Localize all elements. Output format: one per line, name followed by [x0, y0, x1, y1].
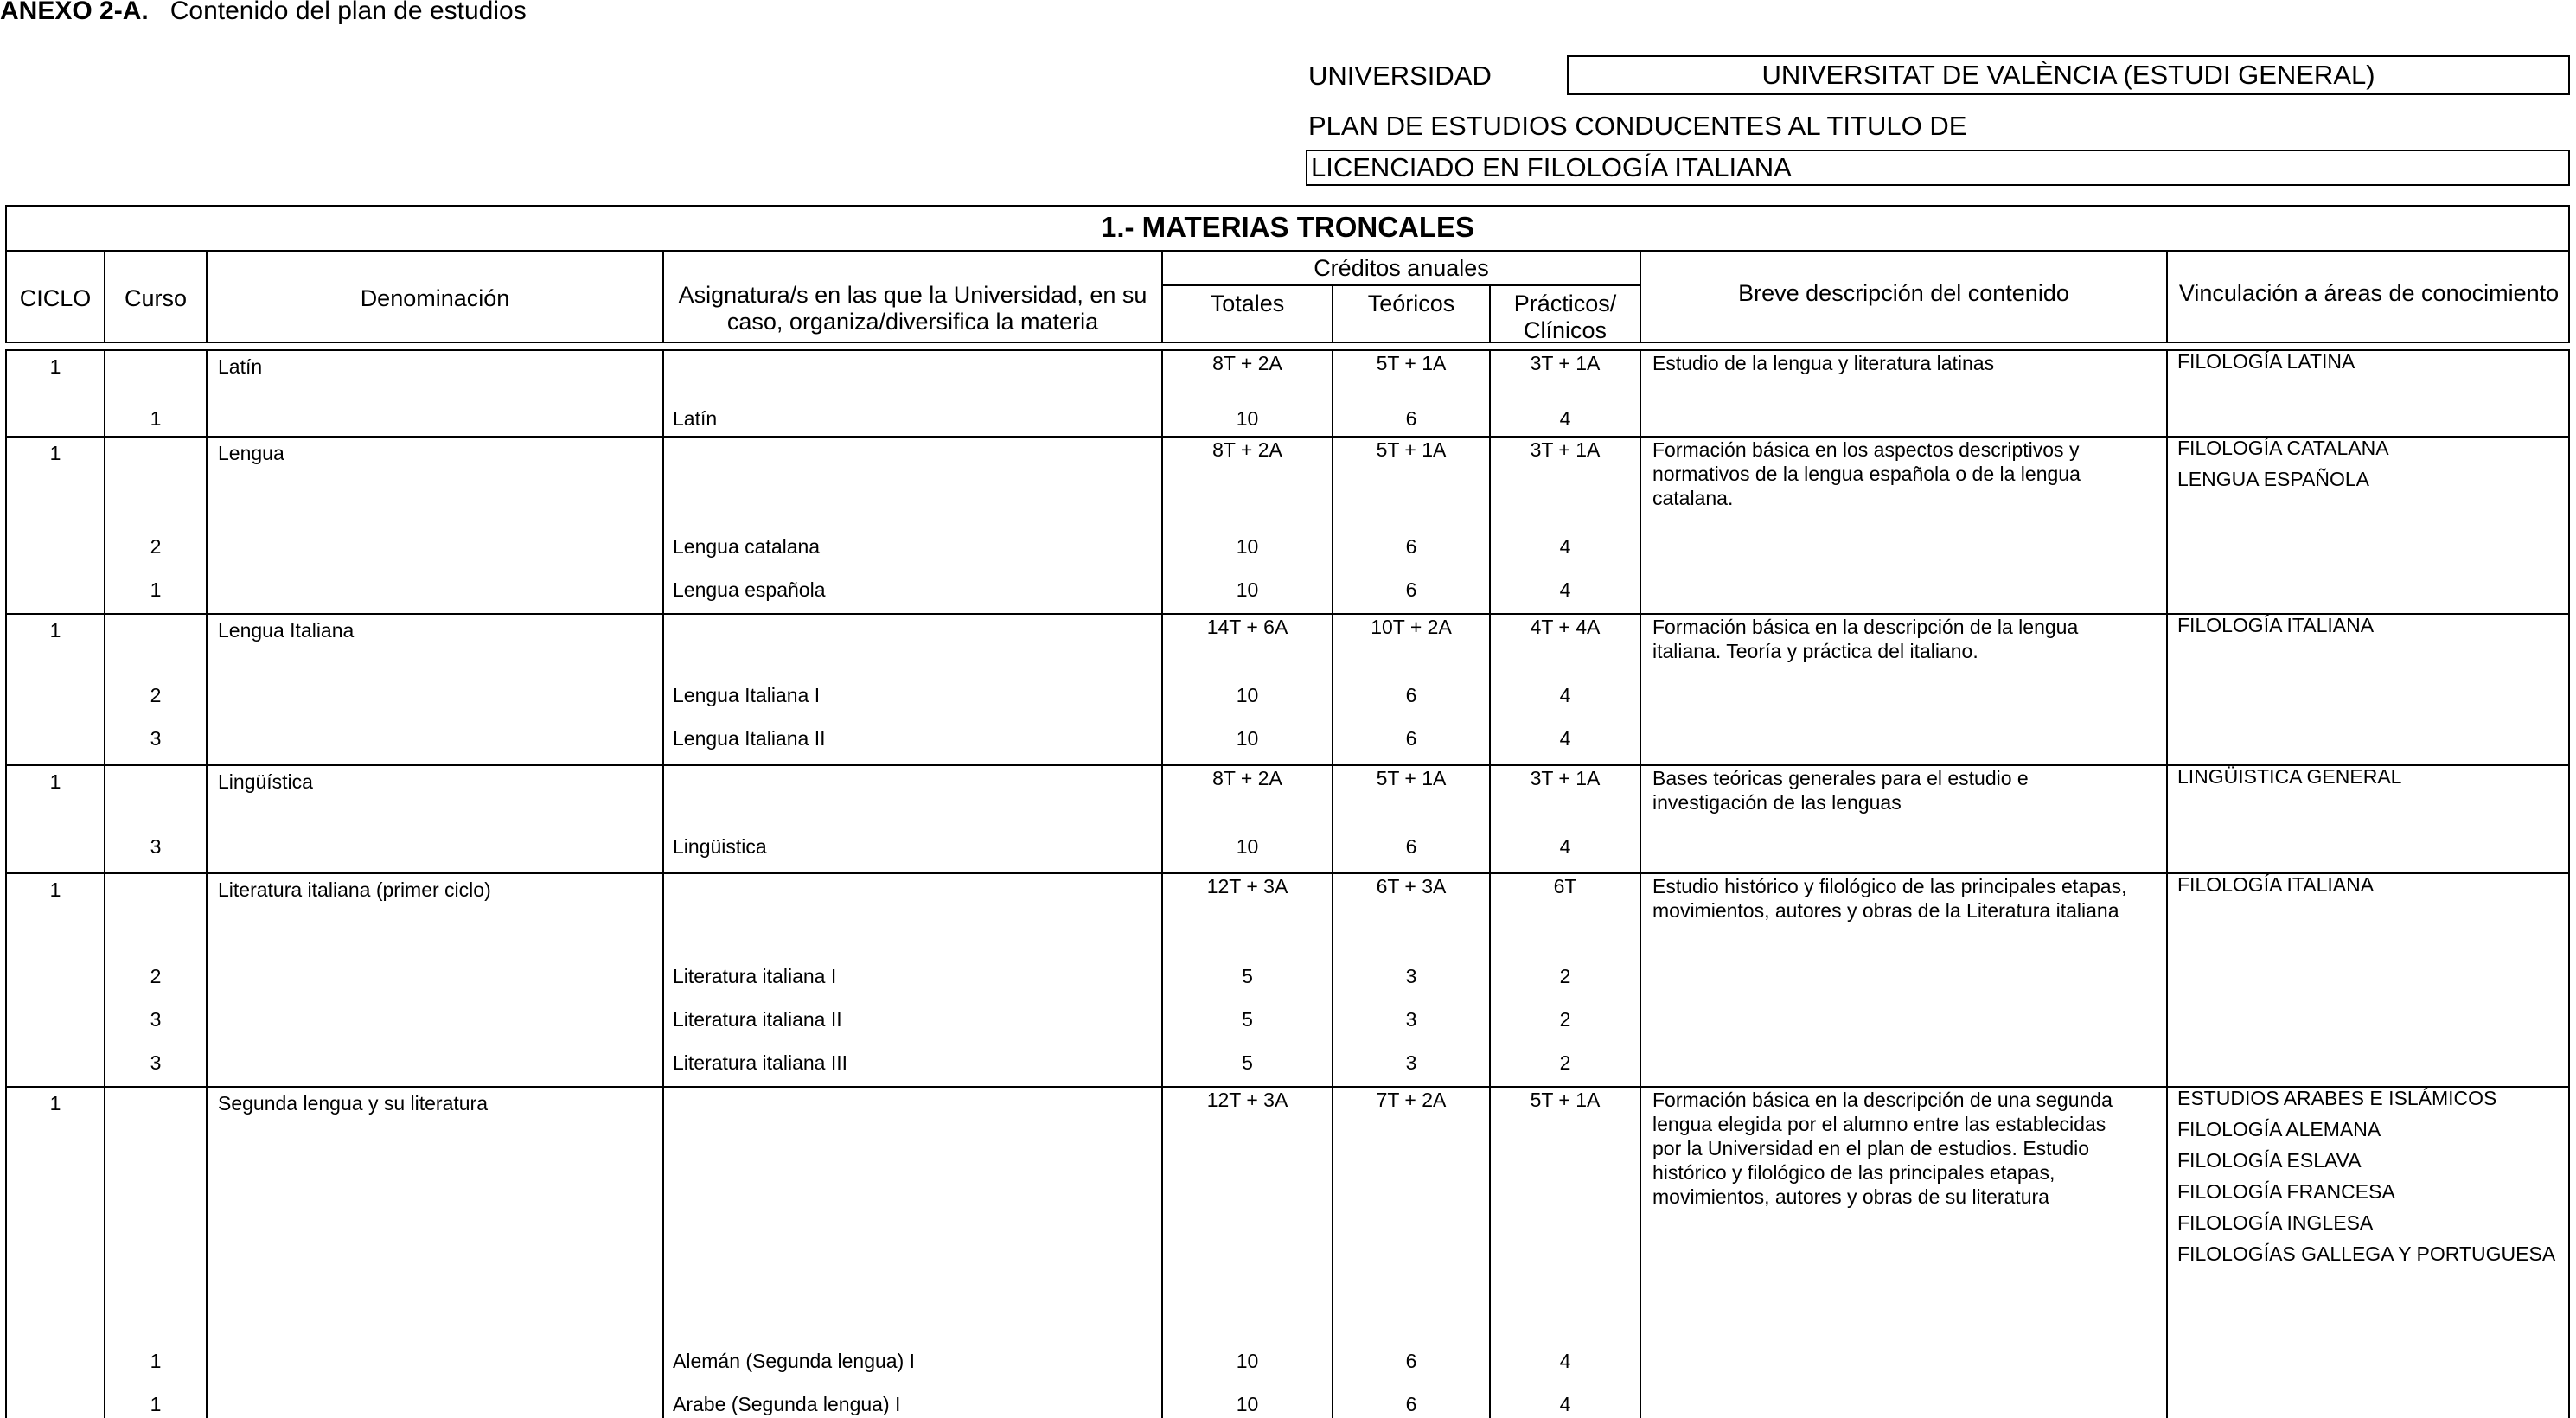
area-item: FILOLOGÍA CATALANA — [2177, 437, 2389, 459]
area-item: LENGUA ESPAÑOLA — [2177, 468, 2369, 490]
group-practicos: 3T + 1A — [1530, 352, 1601, 374]
col-asignatura: Asignatura/s en las que la Universidad, en su caso, organiza/diversifica la materia — [678, 282, 1147, 335]
annex-number: ANEXO 2-A. — [0, 0, 149, 25]
subject-practicos: 2 — [1559, 1051, 1571, 1074]
group-denominacion: Lengua — [218, 442, 284, 464]
subject-practicos: 2 — [1559, 1008, 1571, 1031]
area-item: FILOLOGÍA ALEMANA — [2177, 1118, 2381, 1140]
university-label: UNIVERSIDAD — [1308, 61, 1492, 91]
col-vinculacion: Vinculación a áreas de conocimiento — [2178, 280, 2560, 306]
group-areas — [2177, 436, 2558, 498]
group-practicos: 5T + 1A — [1530, 1089, 1601, 1111]
group-denominacion: Literatura italiana (primer ciclo) — [218, 878, 491, 901]
subject-curso: 1 — [150, 407, 162, 430]
subject-teoricos: 6 — [1405, 1350, 1417, 1372]
group-teoricos: 5T + 1A — [1376, 352, 1447, 374]
col-practicos: Prácticos/ Clínicos — [1513, 291, 1617, 343]
group-denominacion: Lingüística — [218, 770, 313, 793]
university-value-box: UNIVERSITAT DE VALÈNCIA (ESTUDI GENERAL) — [1567, 55, 2570, 95]
subject-teoricos: 6 — [1405, 684, 1417, 706]
group-descripcion: Formación básica en la descripción de la lengua italiana. Teoría y práctica del italiano. — [1652, 616, 2079, 662]
subject-asignatura: Literatura italiana III — [673, 1051, 848, 1074]
subject-teoricos: 6 — [1405, 727, 1417, 750]
subject-practicos: 2 — [1559, 965, 1571, 987]
group-areas — [2177, 872, 2558, 904]
subject-curso: 3 — [150, 1051, 162, 1074]
plan-label: PLAN DE ESTUDIOS CONDUCENTES AL TITULO DE — [1308, 111, 1967, 141]
area-item: FILOLOGÍA INGLESA — [2177, 1211, 2374, 1234]
group-descripcion: Estudio de la lengua y literatura latinas — [1652, 352, 1995, 374]
group-descripcion: Formación básica en los aspectos descriptivos y normativos de la lengua española o de la lengua catalana. — [1652, 438, 2081, 509]
area-item: FILOLOGÍA ITALIANA — [2177, 614, 2375, 636]
area-item: ESTUDIOS ARABES E ISLÁMICOS — [2177, 1087, 2497, 1109]
col-creditos: Créditos anuales — [1314, 255, 1489, 281]
subject-practicos: 4 — [1559, 1393, 1571, 1415]
col-descripcion: Breve descripción del contenido — [1738, 280, 2069, 306]
area-item: FILOLOGÍA ITALIANA — [2177, 873, 2375, 896]
subject-teoricos: 6 — [1405, 407, 1417, 430]
group-totales: 8T + 2A — [1212, 352, 1282, 374]
subject-asignatura: Literatura italiana I — [673, 965, 837, 987]
subject-asignatura: Lengua Italiana I — [673, 684, 821, 706]
group-teoricos: 6T + 3A — [1376, 875, 1447, 897]
group-ciclo: 1 — [49, 770, 61, 793]
subject-practicos: 4 — [1559, 835, 1571, 858]
group-ciclo: 1 — [49, 878, 61, 901]
subject-teoricos: 6 — [1405, 835, 1417, 858]
subject-curso: 2 — [150, 535, 162, 558]
group-teoricos: 5T + 1A — [1376, 438, 1447, 461]
subject-asignatura: Lingüistica — [673, 835, 767, 858]
col-denominacion: Denominación — [360, 285, 510, 311]
subject-totales: 10 — [1236, 727, 1259, 750]
subject-teoricos: 6 — [1405, 535, 1417, 558]
subject-totales: 5 — [1242, 1051, 1253, 1074]
group-areas — [2177, 613, 2558, 644]
group-practicos: 4T + 4A — [1530, 616, 1601, 638]
subject-asignatura: Lengua catalana — [673, 535, 821, 558]
group-areas — [2177, 1086, 2558, 1273]
degree-title-box: LICENCIADO EN FILOLOGÍA ITALIANA — [1306, 150, 2570, 186]
group-ciclo: 1 — [49, 355, 61, 378]
group-teoricos: 7T + 2A — [1376, 1089, 1447, 1111]
group-totales: 12T + 3A — [1206, 875, 1288, 897]
subject-asignatura: Lengua Italiana II — [673, 727, 826, 750]
subject-asignatura: Alemán (Segunda lengua) I — [673, 1350, 916, 1372]
subject-curso: 1 — [150, 578, 162, 601]
subject-asignatura: Literatura italiana II — [673, 1008, 842, 1031]
subject-totales: 10 — [1236, 1393, 1259, 1415]
subject-curso: 3 — [150, 1008, 162, 1031]
group-denominacion: Lengua Italiana — [218, 619, 355, 642]
area-item: FILOLOGÍAS GALLEGA Y PORTUGUESA — [2177, 1242, 2556, 1265]
subject-totales: 5 — [1242, 1008, 1253, 1031]
subject-totales: 10 — [1236, 578, 1259, 601]
subject-curso: 2 — [150, 684, 162, 706]
col-totales: Totales — [1210, 291, 1285, 316]
annex-title: Contenido del plan de estudios — [169, 0, 527, 25]
section-title: 1.- MATERIAS TRONCALES — [5, 205, 2570, 252]
subject-curso: 1 — [150, 1350, 162, 1372]
group-ciclo: 1 — [49, 442, 61, 464]
group-areas — [2177, 349, 2558, 380]
group-denominacion: Latín — [218, 355, 263, 378]
group-teoricos: 10T + 2A — [1371, 616, 1452, 638]
subject-totales: 10 — [1236, 535, 1259, 558]
subject-totales: 10 — [1236, 835, 1259, 858]
subject-curso: 1 — [150, 1393, 162, 1415]
group-ciclo: 1 — [49, 1092, 61, 1115]
subject-totales: 10 — [1236, 684, 1259, 706]
group-descripcion: Formación básica en la descripción de una segunda lengua elegida por el alumno entre las establecidas por la Universidad en el plan de estudios. Estudio histórico y filológico de las principales etapas, movimientos, autores y obras de su literatura — [1652, 1089, 2113, 1208]
col-teoricos: Teóricos — [1367, 291, 1455, 316]
group-areas — [2177, 764, 2558, 795]
area-item: FILOLOGÍA ESLAVA — [2177, 1149, 2362, 1172]
annex-heading — [0, 0, 527, 26]
group-totales: 12T + 3A — [1206, 1089, 1288, 1111]
subject-practicos: 4 — [1559, 1350, 1571, 1372]
subject-practicos: 4 — [1559, 727, 1571, 750]
subject-asignatura: Latín — [673, 407, 718, 430]
col-curso: Curso — [124, 285, 188, 311]
subject-asignatura: Lengua española — [673, 578, 826, 601]
subject-practicos: 4 — [1559, 535, 1571, 558]
group-practicos: 3T + 1A — [1530, 438, 1601, 461]
subject-totales: 10 — [1236, 1350, 1259, 1372]
group-descripcion: Bases teóricas generales para el estudio e investigación de las lenguas — [1652, 767, 2029, 814]
subject-totales: 10 — [1236, 407, 1259, 430]
group-practicos: 3T + 1A — [1530, 767, 1601, 789]
area-item: FILOLOGÍA LATINA — [2177, 350, 2355, 373]
subject-teoricos: 3 — [1405, 1051, 1417, 1074]
subject-curso: 3 — [150, 835, 162, 858]
subject-totales: 5 — [1242, 965, 1253, 987]
subject-teoricos: 6 — [1405, 1393, 1417, 1415]
subject-asignatura: Arabe (Segunda lengua) I — [673, 1393, 901, 1415]
subject-teoricos: 3 — [1405, 965, 1417, 987]
group-totales: 8T + 2A — [1212, 767, 1282, 789]
subject-practicos: 4 — [1559, 684, 1571, 706]
subject-curso: 3 — [150, 727, 162, 750]
group-teoricos: 5T + 1A — [1376, 767, 1447, 789]
subject-practicos: 4 — [1559, 407, 1571, 430]
subject-teoricos: 3 — [1405, 1008, 1417, 1031]
group-practicos: 6T — [1553, 875, 1577, 897]
group-totales: 8T + 2A — [1212, 438, 1282, 461]
subject-practicos: 4 — [1559, 578, 1571, 601]
group-totales: 14T + 6A — [1206, 616, 1288, 638]
subject-curso: 2 — [150, 965, 162, 987]
area-item: LINGÜISTICA GENERAL — [2177, 765, 2402, 788]
group-descripcion: Estudio histórico y filológico de las principales etapas, movimientos, autores y obras de la Literatura italiana — [1652, 875, 2127, 922]
group-ciclo: 1 — [49, 619, 61, 642]
group-denominacion: Segunda lengua y su literatura — [218, 1092, 488, 1115]
col-ciclo: CICLO — [19, 285, 92, 311]
subject-teoricos: 6 — [1405, 578, 1417, 601]
area-item: FILOLOGÍA FRANCESA — [2177, 1180, 2395, 1203]
